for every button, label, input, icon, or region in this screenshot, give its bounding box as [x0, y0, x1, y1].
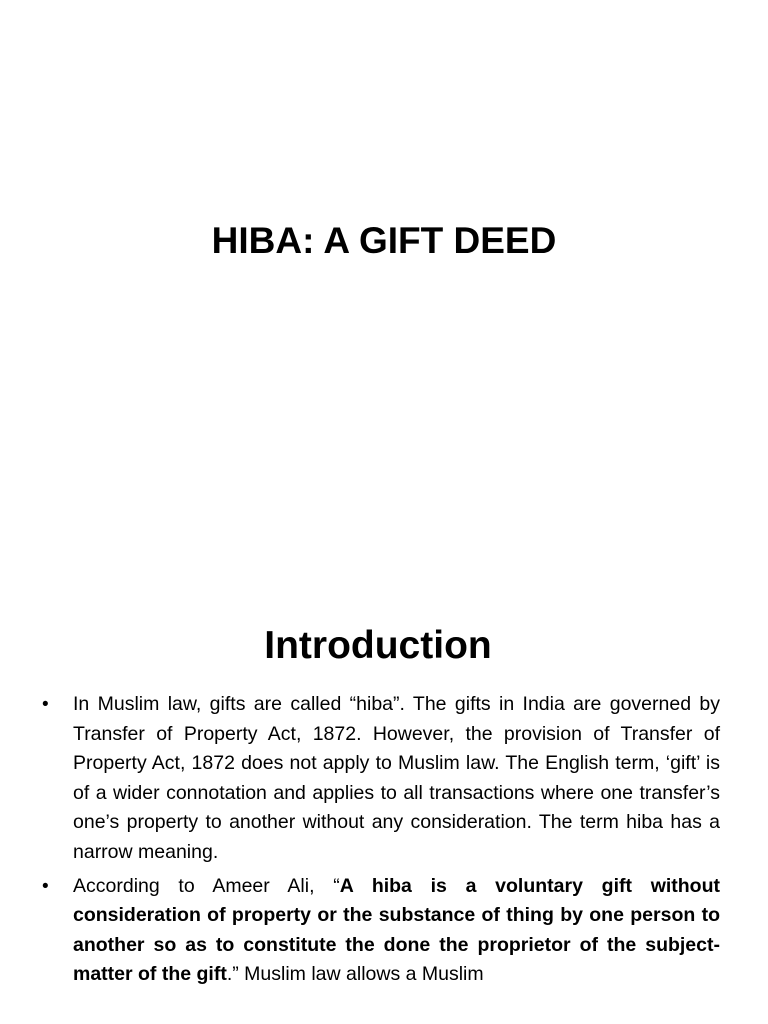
introduction-slide: [0, 580, 768, 1024]
quote-bold-text: A hiba is a voluntary gift without consideration of property or the substance of thing by one person to another so as to constitute the done the proprietor of the subject-matter of the gift: [73, 874, 721, 986]
list-item: [40, 872, 720, 990]
list-item: [40, 690, 720, 868]
bullet-marker: •: [42, 694, 49, 715]
bullet-list: [40, 690, 720, 994]
introduction-heading: Introduction: [264, 624, 492, 667]
bullet-text: In Muslim law, gifts are called “hiba”. The gifts in India are governed by Transfer of Property Act, 1872. However, the provision of Transfer of Property Act, 1872 does not apply to Muslim law. The English term, ‘gift’ is of a wider connotation and applies to all transactions where one transfer’s one’s property to another without any consideration. The term hiba has a narrow meaning.: [73, 693, 720, 863]
bullet-text-intro: According to Ameer Ali, “: [73, 874, 340, 897]
slide-title: HIBA: A GIFT DEED: [211, 220, 557, 261]
bullet-text-continuation: .” Muslim law allows a Muslim: [226, 963, 484, 986]
bullet-marker: •: [42, 875, 49, 897]
